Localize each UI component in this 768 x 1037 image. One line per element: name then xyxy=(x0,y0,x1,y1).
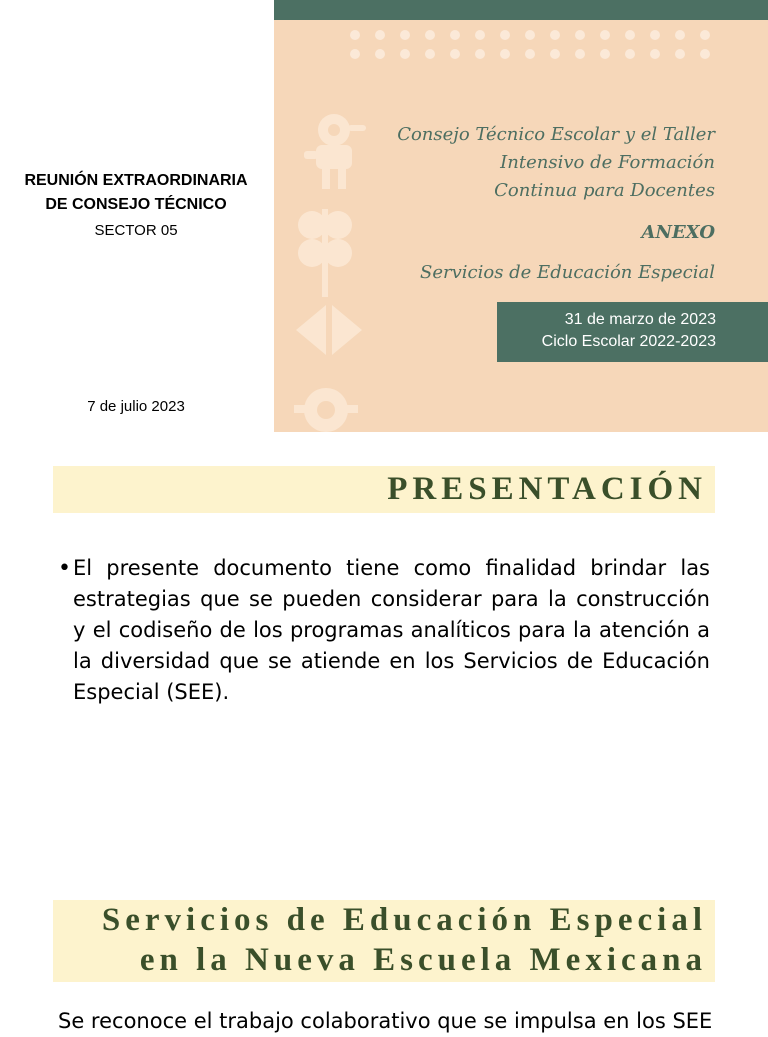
presentacion-paragraph xyxy=(58,553,710,708)
cover-line1: Consejo Técnico Escolar y el Taller xyxy=(397,124,715,145)
bullet-icon: • xyxy=(58,556,71,581)
cover-heading xyxy=(355,121,715,287)
cover-anexo: ANEXO xyxy=(641,222,715,243)
cover-top-band xyxy=(274,0,768,20)
section2-title-line1: Servicios de Educación Especial xyxy=(101,902,707,938)
presentacion-text: El presente documento tiene como finalidad brindar las estrategias que se pueden considerar para la construcción y el codiseño de los programas analíticos para la atención a la diversidad que se atiende en los Servicios de Educación Especial (SEE). xyxy=(73,556,710,704)
decorative-dots xyxy=(350,30,750,68)
section2-title-line2: en la Nueva Escuela Mexicana xyxy=(139,942,707,978)
section2-title xyxy=(102,900,707,980)
cover-line3: Continua para Docentes xyxy=(494,180,715,201)
cover-service: Servicios de Educación Especial xyxy=(420,262,715,283)
meeting-title-line2: DE CONSEJO TÉCNICO xyxy=(45,196,227,213)
cover-line2: Intensivo de Formación xyxy=(500,152,715,173)
meeting-title-line1: REUNIÓN EXTRAORDINARIA xyxy=(24,172,248,189)
section2-banner xyxy=(53,900,715,982)
meeting-title xyxy=(0,169,272,217)
cover-date-box xyxy=(497,302,768,362)
presentacion-title: PRESENTACIÓN xyxy=(387,471,707,507)
meeting-date: 7 de julio 2023 xyxy=(87,398,185,415)
presentacion-banner xyxy=(53,466,715,513)
cover-cycle: Ciclo Escolar 2022-2023 xyxy=(541,333,716,350)
meeting-sector: SECTOR 05 xyxy=(94,222,178,239)
section2-text: Se reconoce el trabajo colaborativo que se impulsa en los SEE xyxy=(58,1009,713,1033)
cover-date: 31 de marzo de 2023 xyxy=(564,311,716,328)
cover-image xyxy=(274,0,768,432)
meeting-info xyxy=(0,0,272,432)
